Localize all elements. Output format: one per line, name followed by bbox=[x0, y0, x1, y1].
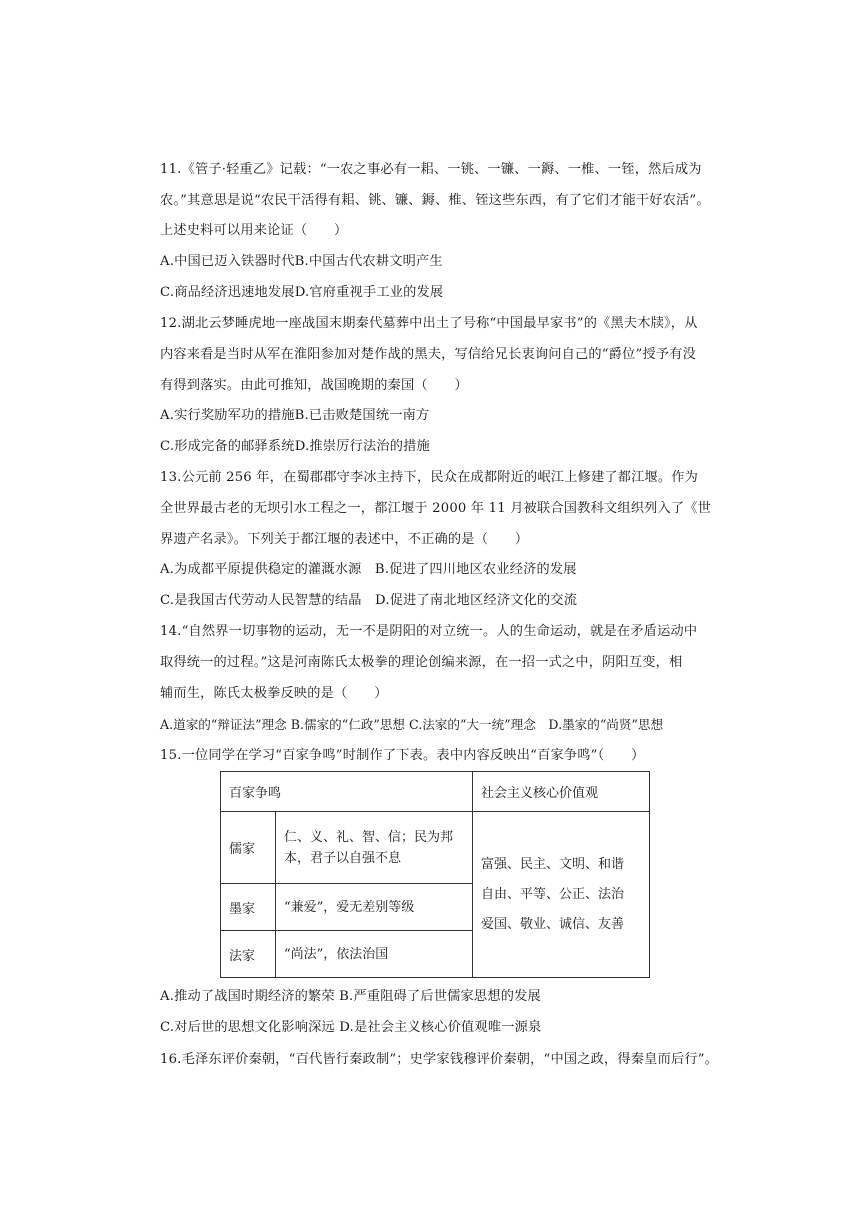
q16-stem-line1: 16.毛泽东评价秦朝，“百代皆行秦政制”；史学家钱穆评价秦朝，“中国之政，得秦皇而后行”。 bbox=[160, 1052, 719, 1067]
table-header-right: 社会主义核心价值观 bbox=[473, 772, 650, 812]
core-values-cell bbox=[473, 812, 650, 978]
q11-stem-line2: 农。”其意思是说“农民干活得有耜、铫、镰、鎒、椎、铚这些东西，有了它们才能干好农活”。 bbox=[160, 193, 710, 208]
q13-options-ab: A.为成都平原提供稳定的灌溉水源 B.促进了四川地区农业经济的发展 bbox=[160, 562, 577, 577]
q15-stem: 15.一位同学在学习“百家争鸣”时制作了下表。表中内容反映出“百家争鸣”（ ） bbox=[160, 748, 645, 763]
core-values-line2: 自由、平等、公正、法治 bbox=[481, 886, 625, 902]
q14-stem-line1: 14.“自然界一切事物的运动，无一不是阴阳的对立统一。人的生命运动，就是在矛盾运动中 bbox=[160, 624, 698, 639]
table-header-left: 百家争鸣 bbox=[221, 772, 473, 812]
q12-stem-line1: 12.湖北云梦睡虎地一座战国末期秦代墓葬中出土了号称“中国最早家书”的《黑夫木牍》，从 bbox=[160, 316, 698, 331]
school-name: 墨家 bbox=[221, 884, 276, 931]
q15-options-ab: A.推动了战国时期经济的繁荣 B.严重阻碍了后世儒家思想的发展 bbox=[160, 989, 541, 1004]
school-content: “兼爱”，爱无差别等级 bbox=[276, 884, 473, 931]
q15-options-cd: C.对后世的思想文化影响深远 D.是社会主义核心价值观唯一源泉 bbox=[160, 1020, 542, 1035]
table-row bbox=[221, 812, 650, 884]
school-name: 儒家 bbox=[221, 812, 276, 884]
q13-stem-line2: 全世界最古老的无坝引水工程之一，都江堰于 2000 年 11 月被联合国教科文组织列入了《世 bbox=[160, 501, 712, 516]
q13-stem-line3: 界遗产名录》。下列关于都江堰的表述中，不正确的是（ ） bbox=[160, 532, 529, 547]
q14-options: A.道家的“辩证法”理念 B.儒家的“仁政”思想 C.法家的“大一统”理念 D.墨家的“尚贤”思想 bbox=[160, 717, 664, 732]
q13-stem-line1: 13.公元前 256 年，在蜀郡郡守李冰主持下，民众在成都附近的岷江上修建了都江堰。作为 bbox=[160, 470, 699, 485]
table-header-row bbox=[221, 772, 650, 812]
hundred-schools-table bbox=[220, 771, 650, 978]
q13-options-cd: C.是我国古代劳动人民智慧的结晶 D.促进了南北地区经济文化的交流 bbox=[160, 593, 578, 608]
q11-options-ab: A.中国已迈入铁器时代B.中国古代农耕文明产生 bbox=[160, 254, 443, 269]
school-content: “尚法”，依法治国 bbox=[276, 931, 473, 978]
core-values-line1: 富强、民主、文明、和谐 bbox=[481, 856, 625, 872]
school-content: 仁、义、礼、智、信；民为邦本，君子以自强不息 bbox=[276, 812, 473, 884]
q14-stem-line3: 辅而生，陈氏太极拳反映的是（ ） bbox=[160, 686, 388, 701]
q11-stem-line3: 上述史料可以用来论证（ ） bbox=[160, 223, 348, 238]
q14-stem-line2: 取得统一的过程。”这是河南陈氏太极拳的理论创编来源，在一招一式之中，阴阳互变，相 bbox=[160, 655, 683, 670]
q12-stem-line3: 有得到落实。由此可推知，战国晚期的秦国（ ） bbox=[160, 378, 468, 393]
q12-stem-line2: 内容来看是当时从军在淮阳参加对楚作战的黑夫，写信给兄长衷询问自己的“爵位”授予有没 bbox=[160, 347, 696, 362]
q11-options-cd: C.商品经济迅速地发展D.官府重视手工业的发展 bbox=[160, 285, 444, 300]
q12-options-cd: C.形成完备的邮驿系统D.推崇厉行法治的措施 bbox=[160, 439, 430, 454]
q11-stem-line1: 11.《管子·轻重乙》记载：“一农之事必有一耜、一铫、一镰、一鎒、一椎、一铚，然后成为 bbox=[160, 162, 702, 177]
core-values-line3: 爱国、敬业、诚信、友善 bbox=[481, 916, 625, 932]
school-name: 法家 bbox=[221, 931, 276, 978]
q12-options-ab: A.实行奖励军功的措施B.已击败楚国统一南方 bbox=[160, 408, 430, 423]
